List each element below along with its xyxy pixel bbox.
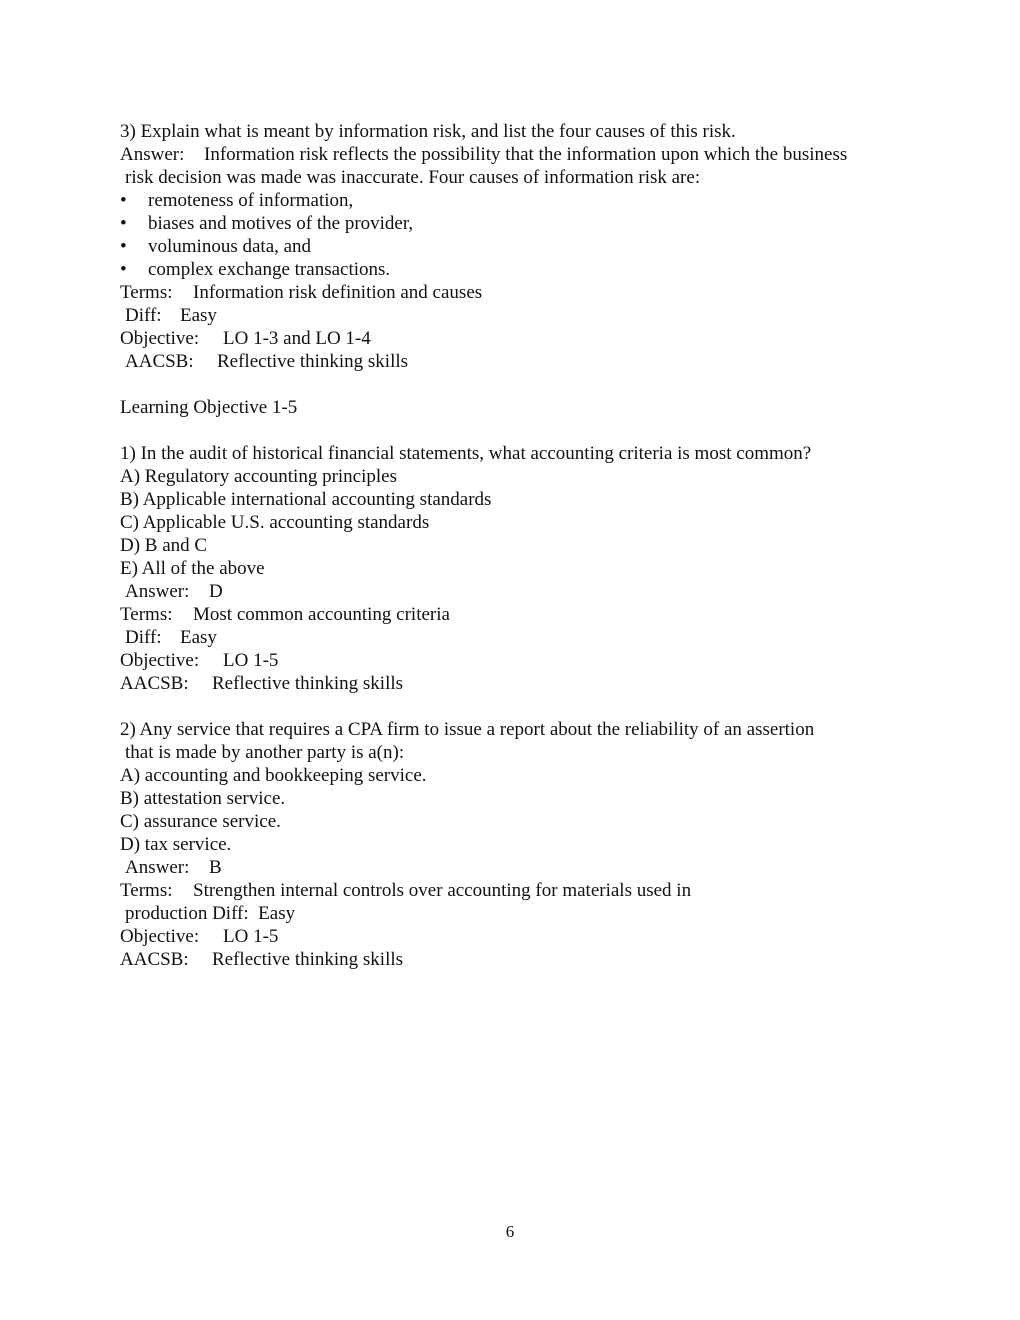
question-3-answer-line [120,143,910,166]
list-item [120,235,910,258]
aacsb-label: AACSB: [125,351,194,372]
objective-line [120,925,910,948]
page-content [120,120,910,971]
objective-label: Objective: [120,926,200,947]
objective-label: Objective: [120,650,200,671]
list-item [120,189,910,212]
answer-value: B [209,857,222,878]
aacsb-line [120,948,910,971]
option-a: A) accounting and bookkeeping service. [120,765,427,786]
option-c: C) assurance service. [120,811,281,832]
diff-value: Easy [180,305,217,326]
bullet-text: voluminous data, and [148,236,312,257]
diff-value: Easy [180,627,217,648]
aacsb-value: Reflective thinking skills [212,949,404,970]
diff-line [120,304,910,327]
aacsb-label: AACSB: [120,949,189,970]
answer-line [120,580,910,603]
option-d: D) tax service. [120,834,232,855]
page-number: 6 [505,1222,515,1241]
terms-line [120,603,910,626]
aacsb-value: Reflective thinking skills [217,351,409,372]
answer-label: Answer: [125,857,190,878]
aacsb-value: Reflective thinking skills [212,673,404,694]
question-3-answer-continuation: risk decision was made was inaccurate. Four causes of information risk are: [125,167,701,188]
bullet-icon: • [120,236,127,257]
terms-value: Strengthen internal controls over accounting for materials used in [193,880,692,901]
bullet-text: complex exchange transactions. [148,259,391,280]
diff-label: Diff: [125,305,162,326]
question-2-continuation: that is made by another party is a(n): [125,742,405,763]
objective-line [120,327,910,350]
option-c: C) Applicable U.S. accounting standards [120,512,430,533]
terms-value: Most common accounting criteria [193,604,450,625]
bullet-text: remoteness of information, [148,190,354,211]
list-item [120,212,910,235]
objective-line [120,649,910,672]
terms-label: Terms: [120,880,173,901]
answer-text: Information risk reflects the possibility that the information upon which the business [204,144,848,165]
terms-line [120,879,910,902]
diff-label: Diff: [125,627,162,648]
bullet-icon: • [120,190,127,211]
option-d: D) B and C [120,535,208,556]
answer-line [120,856,910,879]
aacsb-line [120,672,910,695]
list-item [120,258,910,281]
answer-label: Answer: [125,581,190,602]
question-2-text: 2) Any service that requires a CPA firm to issue a report about the reliability of an assertion [120,719,815,740]
bullet-icon: • [120,259,127,280]
bullet-text: biases and motives of the provider, [148,213,414,234]
question-3-text: 3) Explain what is meant by information risk, and list the four causes of this risk. [120,121,736,142]
option-b: B) Applicable international accounting standards [120,489,492,510]
answer-value: D [209,581,223,602]
terms-value: Information risk definition and causes [193,282,483,303]
question-1-text: 1) In the audit of historical financial statements, what accounting criteria is most common? [120,443,812,464]
objective-value: LO 1-3 and LO 1-4 [223,328,371,349]
bullet-icon: • [120,213,127,234]
terms-label: Terms: [120,282,173,303]
terms-line [120,281,910,304]
terms-continuation: production Diff: Easy [125,903,296,924]
answer-label: Answer: [120,144,185,165]
option-e: E) All of the above [120,558,265,579]
option-a: A) Regulatory accounting principles [120,466,398,487]
terms-label: Terms: [120,604,173,625]
aacsb-label: AACSB: [120,673,189,694]
aacsb-line [120,350,910,373]
objective-label: Objective: [120,328,200,349]
option-b: B) attestation service. [120,788,286,809]
objective-value: LO 1-5 [223,650,279,671]
objective-value: LO 1-5 [223,926,279,947]
section-heading: Learning Objective 1-5 [120,397,298,418]
diff-line [120,626,910,649]
